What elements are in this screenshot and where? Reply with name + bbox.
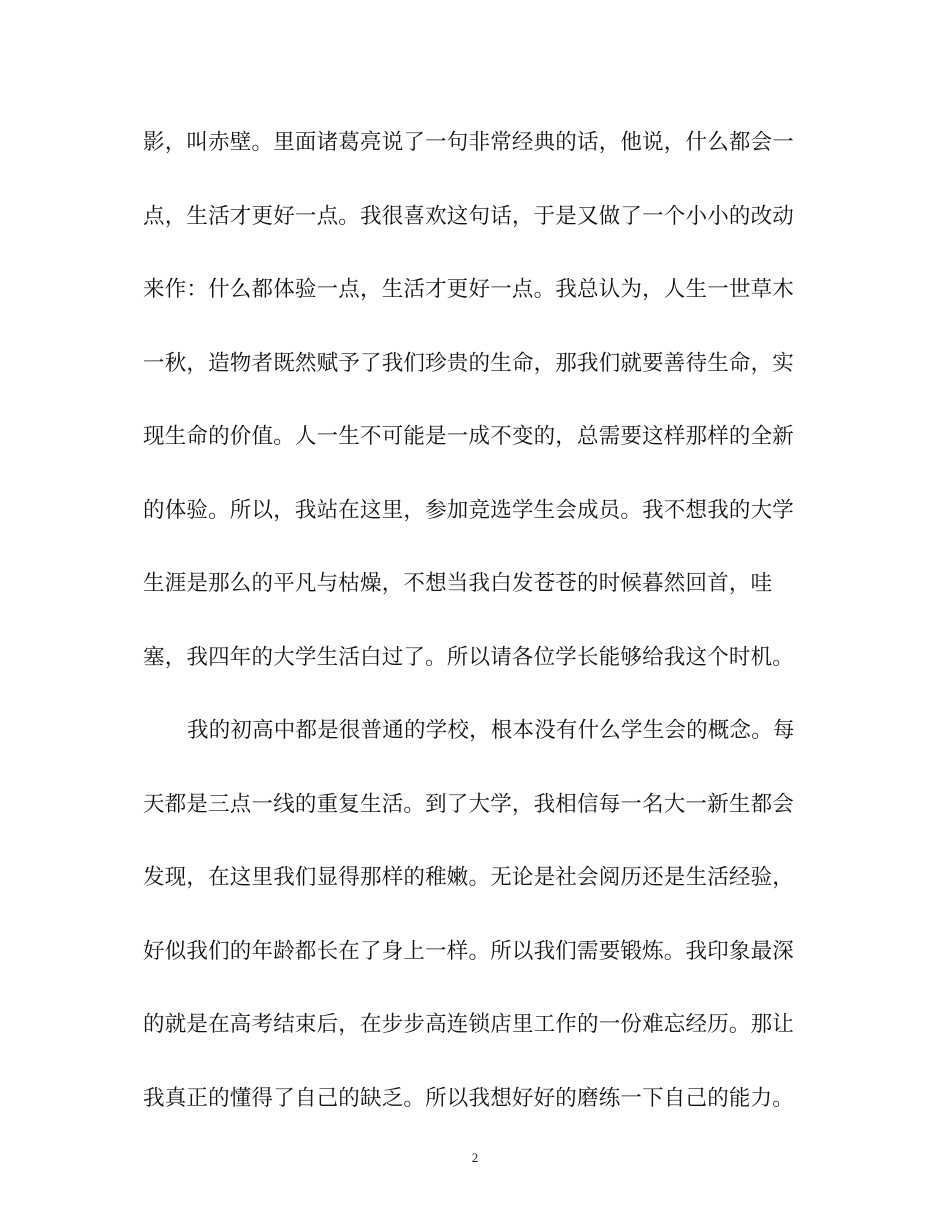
text-line: 塞，我四年的大学生活白过了。所以请各位学长能够给我这个时机。 bbox=[143, 644, 795, 670]
text-line: 天都是三点一线的重复生活。到了大学，我相信每一名大一新生都会 bbox=[143, 791, 795, 817]
page-number: 2 bbox=[471, 1150, 479, 1165]
text-line: 好似我们的年龄都长在了身上一样。所以我们需要锻炼。我印象最深 bbox=[143, 938, 795, 964]
text-line: 的体验。所以，我站在这里，参加竞选学生会成员。我不想我的大学 bbox=[143, 497, 795, 523]
text-line: 现生命的价值。人一生不可能是一成不变的，总需要这样那样的全新 bbox=[143, 424, 795, 449]
paragraph-start-line: 我的初高中都是很普通的学校，根本没有什么学生会的概念。每 bbox=[187, 718, 795, 743]
text-line: 来作：什么都体验一点，生活才更好一点。我总认为，人生一世草木 bbox=[143, 277, 795, 302]
text-line: 我真正的懂得了自己的缺乏。所以我想好好的磨练一下自己的能力。 bbox=[143, 1085, 795, 1111]
body-text bbox=[143, 120, 808, 1149]
text-line: 发现，在这里我们显得那样的稚嫩。无论是社会阅历还是生活经验， bbox=[143, 865, 795, 890]
text-line: 的就是在高考结束后，在步步高连锁店里工作的一份难忘经历。那让 bbox=[143, 1012, 795, 1037]
text-line: 影，叫赤壁。里面诸葛亮说了一句非常经典的话，他说，什么都会一 bbox=[143, 130, 795, 155]
text-line: 一秋，造物者既然赋予了我们珍贵的生命，那我们就要善待生命，实 bbox=[143, 350, 795, 376]
text-line: 点，生活才更好一点。我很喜欢这句话，于是又做了一个小小的改动 bbox=[143, 203, 795, 229]
text-line: 生涯是那么的平凡与枯燥，不想当我白发苍苍的时候暮然回首，哇 bbox=[143, 571, 773, 596]
